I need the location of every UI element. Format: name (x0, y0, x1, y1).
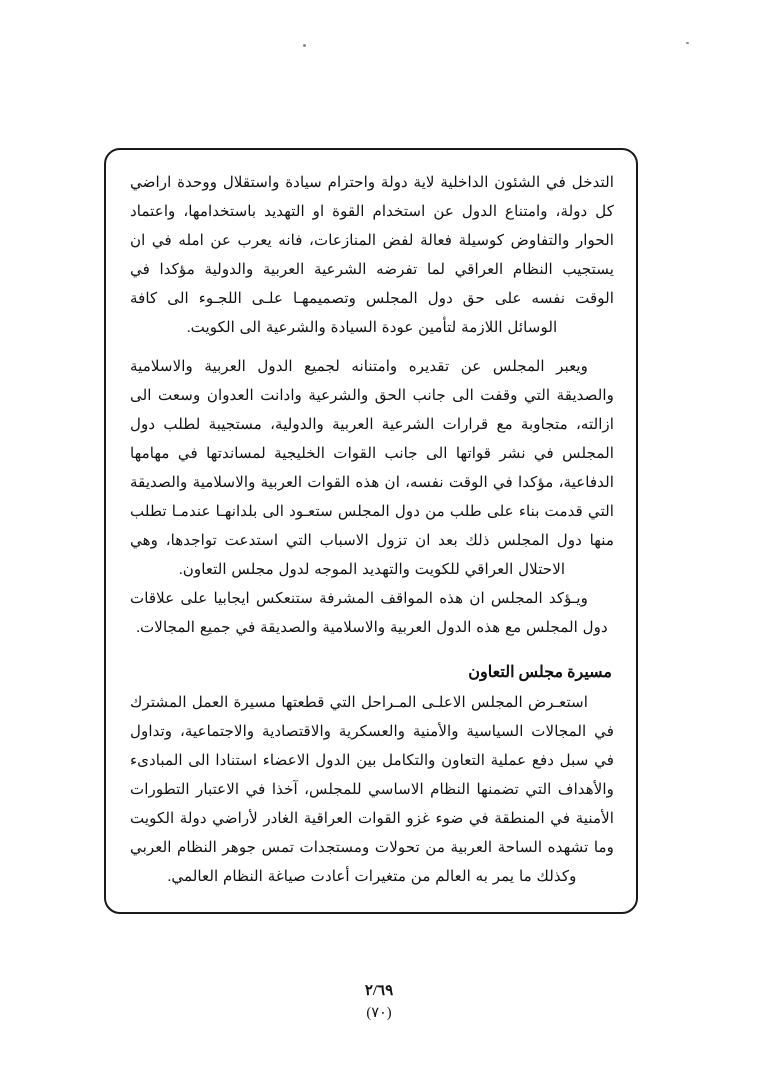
page-footer (0, 980, 758, 1024)
scan-speck-right (686, 42, 689, 44)
paragraph-spacer (130, 342, 614, 352)
section-spacer (130, 642, 614, 658)
page-number: (٧٠) (366, 1005, 392, 1021)
section-heading: مسيرة مجلس التعاون (468, 664, 612, 681)
scan-speck-left (303, 44, 306, 47)
paragraph-1: التدخل في الشئون الداخلية لاية دولة واحترام سيادة واستقلال ووحدة اراضي كل دولة، وامتناع الدول عن استخدام القوة او التهديد باستخدامها، واعتماد الحوار والتفاوض كوسيلة فعالة لفض المنازعات، فانه يعرب عن امله في ان يستجيب النظام العراقي لما تفرضه الشرعية العربية والدولية مؤكدا في الوقت نفسه على حق دول المجلس وتصميمهـا علـى اللجـوء الى كافة الوسائل اللازمة لتأمين عودة السيادة والشرعية الى الكويت. (130, 174, 614, 336)
document-text-body (126, 160, 618, 902)
paragraph-3: ويـؤكد المجلس ان هذه المواقف المشرفة ستنعكس ايجابيا على علاقات دول المجلس مع هذه الدول العربية والاسلامية والصديقة في جميع المجالات. (130, 590, 608, 636)
appendix-number: ٢/٦٩ (364, 983, 394, 999)
paragraph-4: استعـرض المجلس الاعلـى المـراحل التي قطعتها مسيرة العمل المشترك في المجالات السياسية والأمنية والعسكرية والاقتصادية والاجتماعية، وتداول في سبل دفع عملية التعاون والتكامل بين الدول الاعضاء استنادا الى المبادىء والأهداف التي تضمنها النظام الاساسي للمجلس، آخذا في الاعتبار التطورات الأمنية في المنطقة في ضوء غزو القوات العراقية الغادر لأراضي دولة الكويت وما تشهده الساحة العربية من تحولات ومستجدات تمس جوهر النظام العربي وكذلك ما يمر به العالم من متغيرات أعادت صياغة النظام العالمي. (130, 694, 614, 885)
paragraph-2: ويعبر المجلس عن تقديره وامتنانه لجميع الدول العربية والاسلامية والصديقة التي وقفت الى جانب الحق والشرعية وادانت العدوان وسعت الى ازالته، متجاوبة مع قرارات الشرعية العربية والدولية، مستجيبة لطلب دول المجلس في نشر قواتها الى جانب القوات الخليجية لمساندتها في مهامها الدفاعية، مؤكدا في الوقت نفسه، ان هذه القوات العربية والاسلامية والصديقة التي قدمت بناء على طلب من دول المجلس ستعـود الى بلدانهـا عندمـا تطلب منها دول المجلس ذلك بعد ان تزول الاسباب التي استدعت تواجدها، وهي الاحتلال العراقي للكويت والتهديد الموجه لدول مجلس التعاون. (130, 358, 614, 578)
